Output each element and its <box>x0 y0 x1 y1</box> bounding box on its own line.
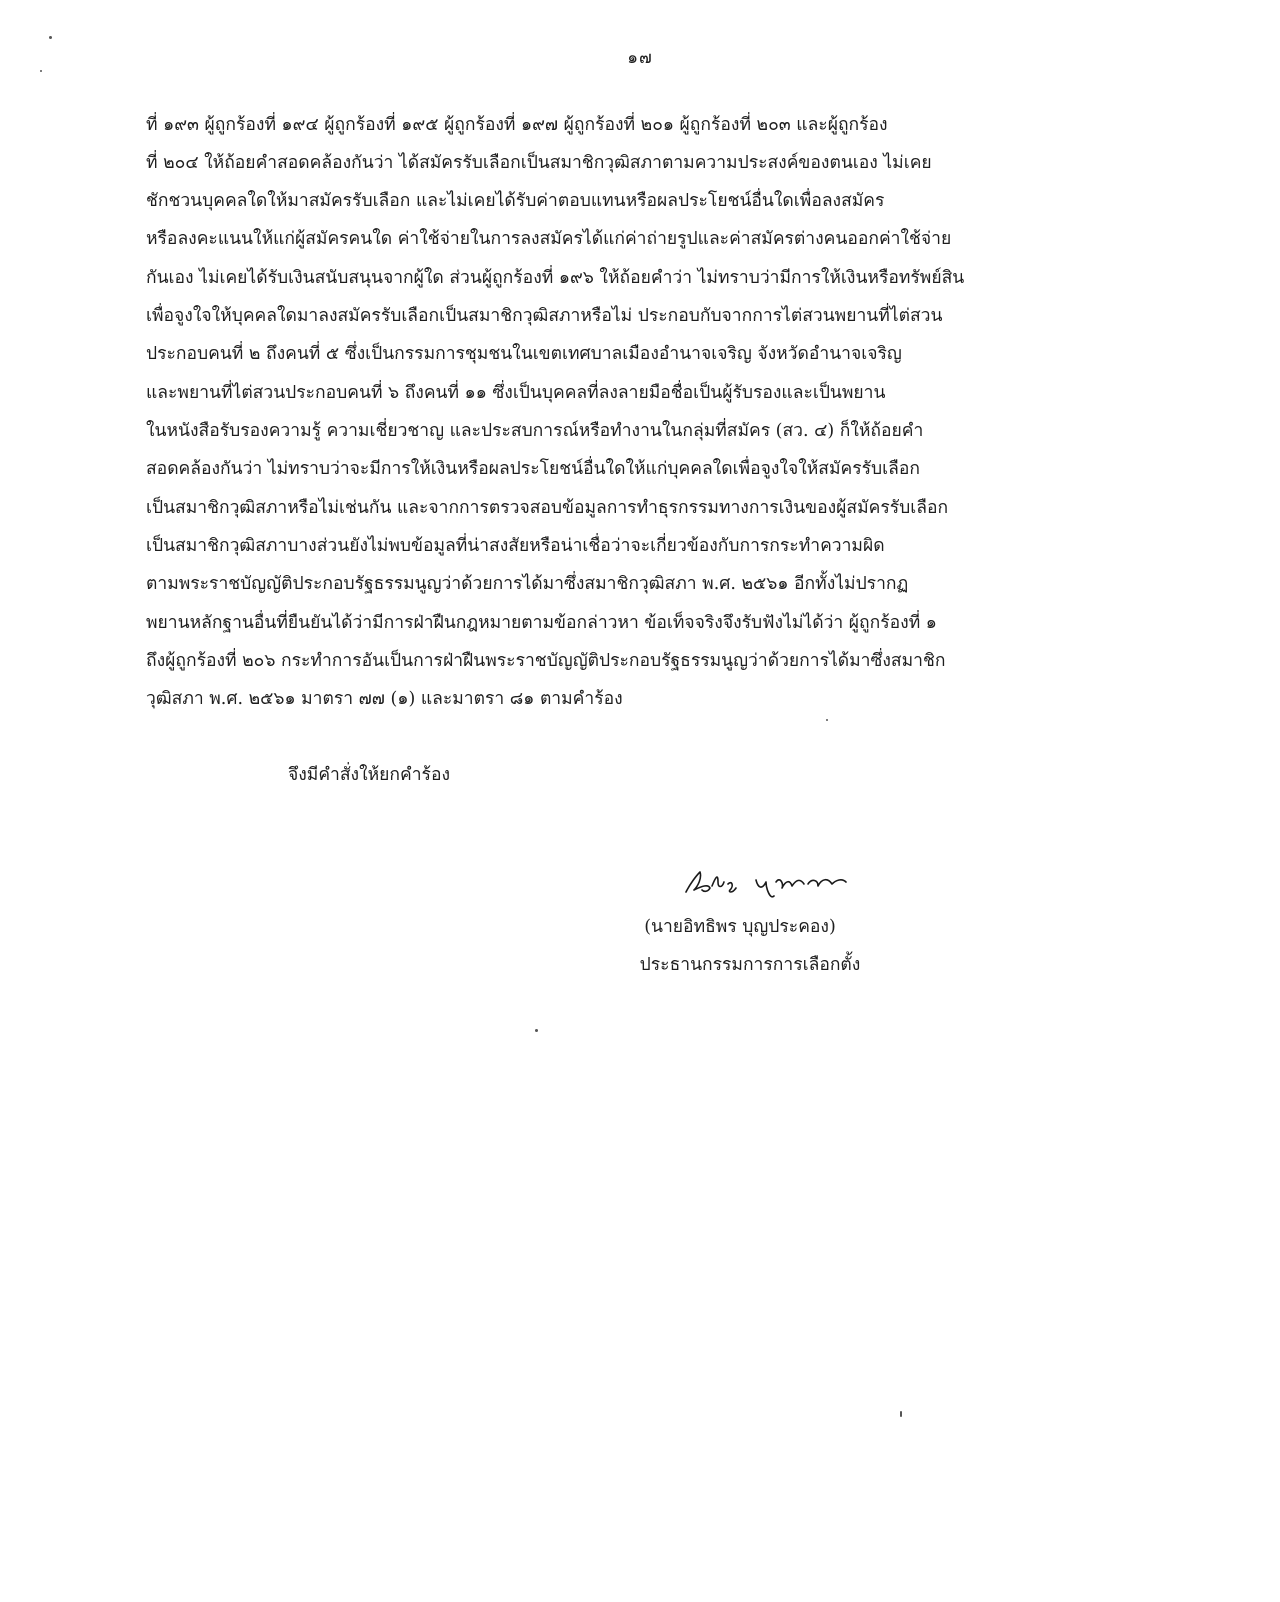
scan-speck <box>40 70 42 72</box>
order-text: จึงมีคำสั่งให้ยกคำร้อง <box>288 765 451 785</box>
body-line: ที่ ๒๐๔ ให้ถ้อยคำสอดคล้องกันว่า ได้สมัครรับเลือกเป็นสมาชิกวุฒิสภาตามความประสงค์ของตนเอง ไม่เคย <box>146 153 932 173</box>
body-line: ประกอบคนที่ ๒ ถึงคนที่ ๕ ซึ่งเป็นกรรมการชุมชนในเขตเทศบาลเมืองอำนาจเจริญ จังหวัดอำนาจเจริญ <box>146 344 902 364</box>
body-line: สอดคล้องกันว่า ไม่ทราบว่าจะมีการให้เงินหรือผลประโยชน์อื่นใดให้แก่บุคคลใดเพื่อจูงใจให้สมัครรับเลือก <box>146 459 920 479</box>
body-line: พยานหลักฐานอื่นที่ยืนยันได้ว่ามีการฝ่าฝืนกฎหมายตามข้อกล่าวหา ข้อเท็จจริงจึงรับฟังไม่ได้ว่า ผู้ถูกร้องที่ ๑ <box>146 613 937 633</box>
body-line: ตามพระราชบัญญัติประกอบรัฐธรรมนูญว่าด้วยการได้มาซึ่งสมาชิกวุฒิสภา พ.ศ. ๒๕๖๑ อีกทั้งไม่ปรากฏ <box>146 574 909 594</box>
body-line: และพยานที่ไต่สวนประกอบคนที่ ๖ ถึงคนที่ ๑๑ ซึ่งเป็นบุคคลที่ลงลายมือชื่อเป็นผู้รับรองและเป็นพยาน <box>146 383 886 403</box>
signature <box>672 862 862 904</box>
body-line: เป็นสมาชิกวุฒิสภาหรือไม่เช่นกัน และจากการตรวจสอบข้อมูลการทำธุรกรรมทางการเงินของผู้สมัครรับเลือก <box>146 498 949 518</box>
body-line: วุฒิสภา พ.ศ. ๒๕๖๑ มาตรา ๗๗ (๑) และมาตรา ๘๑ ตามคำร้อง <box>146 689 623 709</box>
body-line: เพื่อจูงใจให้บุคคลใดมาลงสมัครรับเลือกเป็นสมาชิกวุฒิสภาหรือไม่ ประกอบกับจากการไต่สวนพยานที่ไต่สวน <box>146 306 943 326</box>
body-line: ถึงผู้ถูกร้องที่ ๒๐๖ กระทำการอันเป็นการฝ่าฝืนพระราชบัญญัติประกอบรัฐธรรมนูญว่าด้วยการได้มาซึ่งสมาชิก <box>146 651 946 671</box>
body-line: กันเอง ไม่เคยได้รับเงินสนับสนุนจากผู้ใด ส่วนผู้ถูกร้องที่ ๑๙๖ ให้ถ้อยคำว่า ไม่ทราบว่ามีการให้เงินหรือทรัพย์สิน <box>146 268 965 288</box>
body-line: เป็นสมาชิกวุฒิสภาบางส่วนยังไม่พบข้อมูลที่น่าสงสัยหรือน่าเชื่อว่าจะเกี่ยวข้องกับการกระทำความผิด <box>146 536 885 556</box>
body-line: หรือลงคะแนนให้แก่ผู้สมัครคนใด ค่าใช้จ่ายในการลงสมัครได้แก่ค่าถ่ายรูปและค่าสมัครต่างคนออกค่าใช้จ่าย <box>146 229 952 249</box>
signer-name: (นายอิทธิพร บุญประคอง) <box>644 917 836 937</box>
scan-speck <box>826 719 828 721</box>
body-line: ในหนังสือรับรองความรู้ ความเชี่ยวชาญ และประสบการณ์หรือทำงานในกลุ่มที่สมัคร (สว. ๔) ก็ให้ถ้อยคำ <box>146 421 924 441</box>
signer-title: ประธานกรรมการการเลือกตั้ง <box>639 955 861 975</box>
body-line: ชักชวนบุคคลใดให้มาสมัครรับเลือก และไม่เคยได้รับค่าตอบแทนหรือผลประโยชน์อื่นใดเพื่อลงสมัคร <box>146 191 885 211</box>
page-number: ๑๗ <box>627 48 653 68</box>
scan-speck <box>535 1029 538 1032</box>
scan-speck <box>900 1411 902 1417</box>
body-line: ที่ ๑๙๓ ผู้ถูกร้องที่ ๑๙๔ ผู้ถูกร้องที่ ๑๙๕ ผู้ถูกร้องที่ ๑๙๗ ผู้ถูกร้องที่ ๒๐๑ ผู้ถูกร้องที่ ๒๐๓ และผู้ถูกร้อง <box>146 115 888 135</box>
scan-speck <box>49 36 52 39</box>
